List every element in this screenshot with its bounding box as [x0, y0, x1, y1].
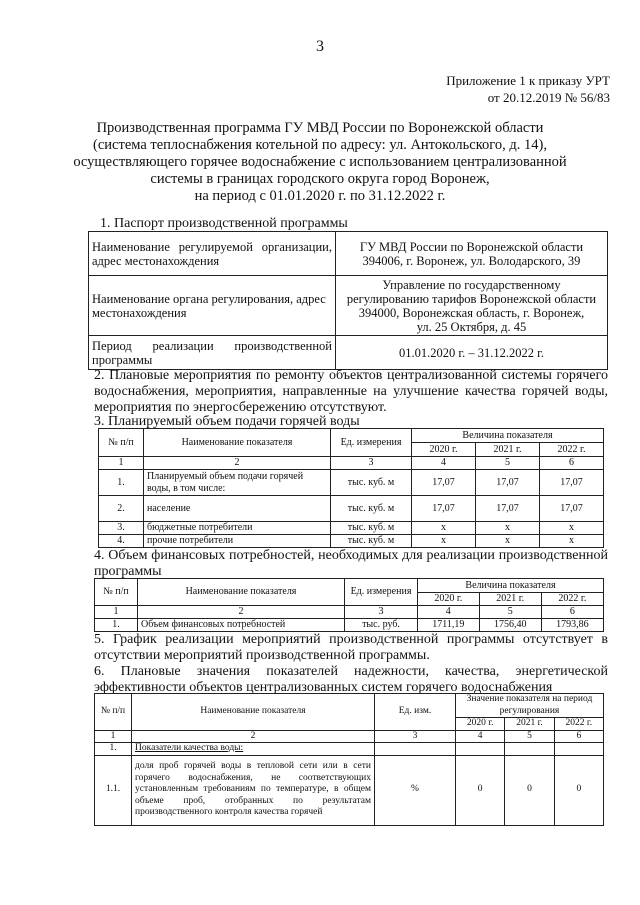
index-cell: 2	[138, 606, 345, 619]
cell-2020: 1711,19	[418, 619, 480, 632]
index-cell: 1	[95, 730, 132, 743]
cell-2021: х	[476, 522, 540, 535]
header-value: Величина показателя	[418, 579, 604, 593]
cell-name: население	[144, 496, 331, 522]
cell-name: бюджетные потребители	[144, 522, 331, 535]
header-name: Наименование показателя	[144, 429, 331, 457]
table-row	[95, 730, 604, 743]
section4-heading: 4. Объем финансовых потребностей, необходимых для реализации производственной программы	[94, 548, 608, 579]
title-line-2: (система теплоснабжения котельной по адресу: ул. Антокольского, д. 14),	[93, 137, 547, 153]
header-year-2020: 2020 г.	[456, 718, 505, 731]
passport-value	[336, 232, 608, 276]
index-cell: 4	[418, 606, 480, 619]
passport-value-line: Управление по государственному	[382, 277, 561, 292]
cell-num: 4.	[99, 535, 144, 548]
cell-2022: х	[540, 535, 604, 548]
water-volume-table	[98, 428, 604, 548]
header-year-2022: 2022 г.	[540, 443, 604, 457]
cell-2021: 0	[505, 755, 554, 825]
appendix-line-1: Приложение 1 к приказу УРТ	[446, 73, 610, 88]
quality-indicators-table	[94, 693, 604, 826]
header-year-2020: 2020 г.	[412, 443, 476, 457]
index-cell: 3	[345, 606, 418, 619]
passport-value-line: 394006, г. Воронеж, ул. Володарского, 39	[362, 253, 581, 268]
index-cell: 5	[476, 457, 540, 470]
index-cell: 2	[144, 457, 331, 470]
cell-2022: 0	[554, 755, 603, 825]
header-unit: Ед. измерения	[345, 579, 418, 606]
cell-num: 2.	[99, 496, 144, 522]
index-cell: 2	[132, 730, 375, 743]
cell-unit: тыс. куб. м	[331, 470, 412, 496]
cell-2022: 17,07	[540, 470, 604, 496]
title-line-4: системы в границах городского округа город Воронеж,	[150, 171, 490, 187]
cell-2021: х	[476, 535, 540, 548]
cell-unit: тыс. куб. м	[331, 535, 412, 548]
cell-2022	[554, 743, 603, 756]
index-cell: 4	[412, 457, 476, 470]
cell-name: Планируемый объем подачи горячей воды, в том числе:	[144, 470, 331, 496]
table-row	[95, 755, 604, 825]
title-line-3: осуществляющего горячее водоснабжение с использованием централизованной	[73, 154, 567, 170]
index-cell: 3	[331, 457, 412, 470]
index-cell: 6	[541, 606, 603, 619]
cell-num: 3.	[99, 522, 144, 535]
header-unit: Ед. измерения	[331, 429, 412, 457]
cell-2020: 17,07	[412, 470, 476, 496]
header-year-2022: 2022 г.	[554, 718, 603, 731]
cell-2021: 17,07	[476, 496, 540, 522]
passport-value-line: ул. 25 Октября, д. 45	[416, 319, 527, 334]
table-row	[89, 336, 608, 370]
cell-2021: 1756,40	[479, 619, 541, 632]
header-value: Значение показателя на период регулирования	[456, 694, 604, 718]
cell-num: 1.	[95, 619, 138, 632]
cell-2020	[456, 743, 505, 756]
section2-text: 2. Плановые мероприятия по ремонту объектов централизованной системы горячего водоснабжения, мероприятия, направленные на улучшение качества горячей воды, мероприятия по энергосбережению отсутствуют.	[94, 368, 608, 415]
table-row	[89, 276, 608, 336]
passport-value-line: регулированию тарифов Воронежской области	[346, 291, 597, 306]
index-cell: 4	[456, 730, 505, 743]
appendix-note	[446, 72, 610, 106]
table-row	[95, 579, 604, 593]
cell-name: прочие потребители	[144, 535, 331, 548]
table-row	[95, 606, 604, 619]
cell-name: Объем финансовых потребностей	[138, 619, 345, 632]
cell-num: 1.	[99, 470, 144, 496]
cell-name: Показатели качества воды:	[132, 743, 375, 756]
table-row	[99, 535, 604, 548]
index-cell: 5	[479, 606, 541, 619]
header-name: Наименование показателя	[138, 579, 345, 606]
table-row	[99, 522, 604, 535]
passport-label: Наименование регулируемой организации, адрес местонахождения	[89, 232, 336, 276]
section5-text: 5. График реализации мероприятий производственной программы отсутствует в отсутствии мероприятий производственной программы.	[94, 632, 608, 663]
index-cell: 6	[554, 730, 603, 743]
cell-unit	[375, 743, 456, 756]
financial-table	[94, 578, 604, 632]
passport-value	[336, 336, 608, 370]
cell-2020: 17,07	[412, 496, 476, 522]
table-row	[99, 470, 604, 496]
cell-name: доля проб горячей воды в тепловой сети или в сети горячего водоснабжения, не соответствующих установленным требованиям по температуре, в общем объеме проб, отобранных по результатам производственного контроля качества горячей	[132, 755, 375, 825]
cell-unit: тыс. куб. м	[331, 522, 412, 535]
index-cell: 6	[540, 457, 604, 470]
header-year-2021: 2021 г.	[479, 593, 541, 606]
cell-2021: 17,07	[476, 470, 540, 496]
header-num: № п/п	[99, 429, 144, 457]
header-value: Величина показателя	[412, 429, 604, 443]
index-cell: 5	[505, 730, 554, 743]
cell-2020: х	[412, 522, 476, 535]
appendix-line-2: от 20.12.2019 № 56/83	[487, 90, 610, 105]
index-cell: 1	[99, 457, 144, 470]
page-number: 3	[316, 38, 324, 55]
header-year-2021: 2021 г.	[476, 443, 540, 457]
passport-value	[336, 276, 608, 336]
section3-heading: 3. Планируемый объем подачи горячей воды	[94, 414, 360, 429]
cell-unit: тыс. куб. м	[331, 496, 412, 522]
section6-heading: 6. Плановые значения показателей надежности, качества, энергетической эффективности объектов централизованных систем горячего водоснабжения	[94, 664, 608, 695]
cell-2021	[505, 743, 554, 756]
title-line-1: Производственная программа ГУ МВД России по Воронежской области	[96, 120, 544, 136]
cell-2020: х	[412, 535, 476, 548]
cell-unit: %	[375, 755, 456, 825]
index-cell: 1	[95, 606, 138, 619]
cell-2022: 17,07	[540, 496, 604, 522]
header-year-2020: 2020 г.	[418, 593, 480, 606]
header-unit: Ед. изм.	[375, 694, 456, 731]
table-row	[99, 496, 604, 522]
table-row	[95, 694, 604, 718]
passport-table	[88, 231, 608, 370]
cell-num: 1.	[95, 743, 132, 756]
passport-label: Период реализации производственной программы	[89, 336, 336, 370]
document-title	[60, 120, 580, 205]
index-cell: 3	[375, 730, 456, 743]
header-year-2021: 2021 г.	[505, 718, 554, 731]
passport-value-line: 394000, Воронежская область, г. Воронеж,	[358, 305, 585, 320]
passport-value-line: 01.01.2020 г. – 31.12.2022 г.	[399, 345, 544, 360]
header-num: № п/п	[95, 694, 132, 731]
cell-num: 1.1.	[95, 755, 132, 825]
cell-unit: тыс. руб.	[345, 619, 418, 632]
passport-value-line: ГУ МВД России по Воронежской области	[359, 239, 584, 254]
table-row	[99, 457, 604, 470]
section1-heading: 1. Паспорт производственной программы	[100, 216, 348, 231]
header-name: Наименование показателя	[132, 694, 375, 731]
table-row	[99, 429, 604, 443]
table-row	[95, 743, 604, 756]
passport-label: Наименование органа регулирования, адрес местонахождения	[89, 276, 336, 336]
table-row	[95, 619, 604, 632]
cell-2022: 1793,86	[541, 619, 603, 632]
title-line-5: на период с 01.01.2020 г. по 31.12.2022 г.	[194, 188, 446, 204]
cell-2020: 0	[456, 755, 505, 825]
header-num: № п/п	[95, 579, 138, 606]
table-row	[89, 232, 608, 276]
header-year-2022: 2022 г.	[541, 593, 603, 606]
cell-2022: х	[540, 522, 604, 535]
